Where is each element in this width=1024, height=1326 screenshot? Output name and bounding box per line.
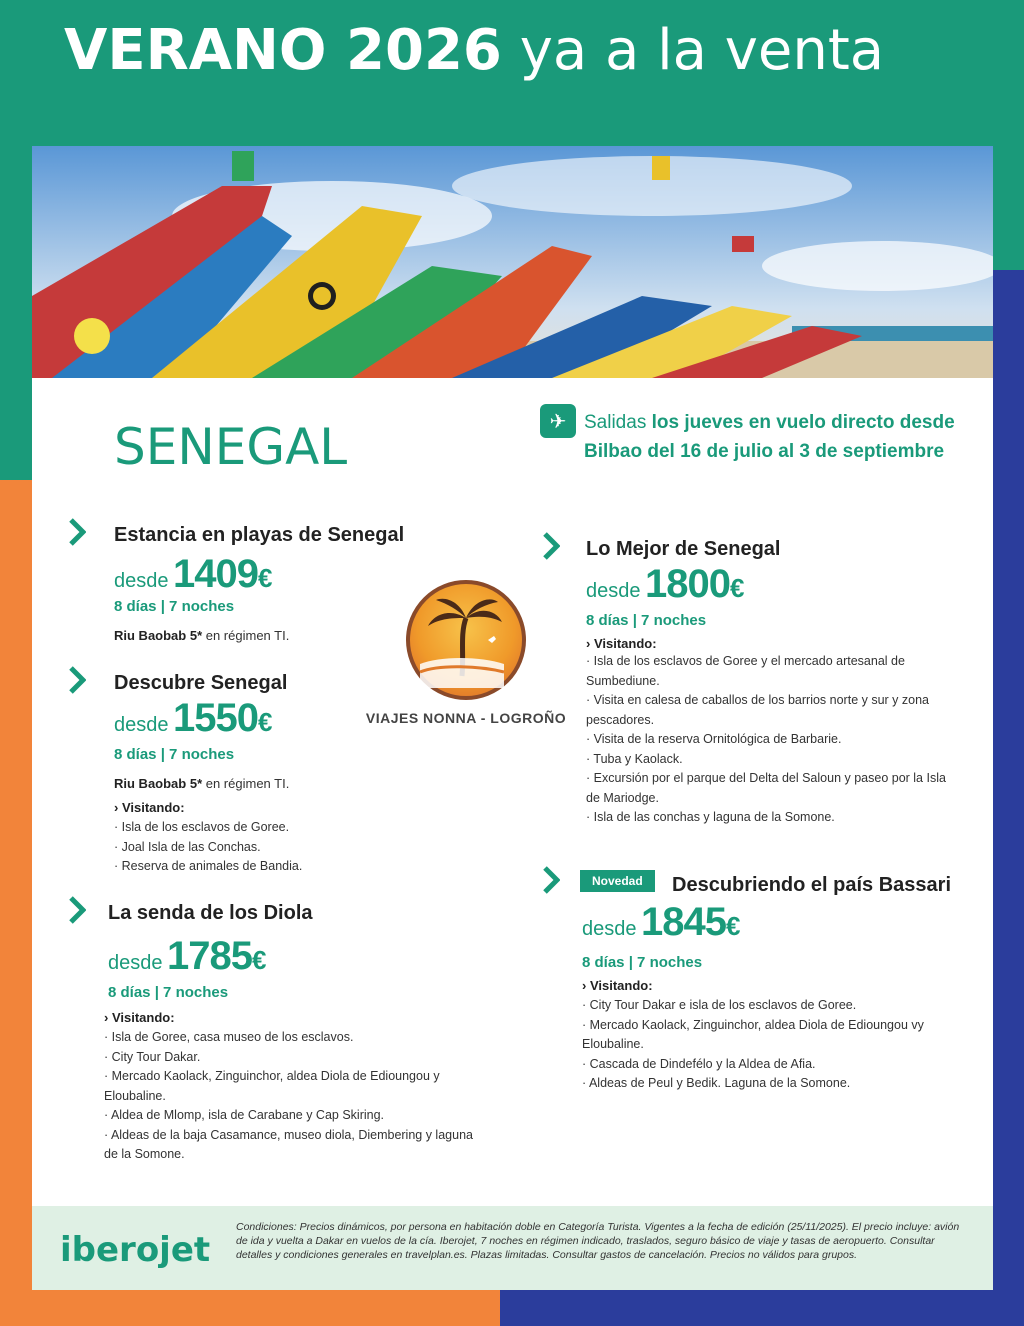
list-item: · City Tour Dakar.: [104, 1048, 480, 1068]
chevron-right-icon: [68, 518, 86, 546]
new-badge: Novedad: [580, 870, 655, 892]
visit-heading: › Visitando:: [114, 800, 185, 815]
offer-price: desde 1785€: [108, 934, 267, 978]
offer-days: 8 días | 7 noches: [582, 954, 703, 971]
visit-heading: › Visitando:: [582, 978, 653, 993]
list-item: · Excursión por el parque del Delta del Saloun y paseo por la Isla de Mariodge.: [586, 769, 946, 808]
list-item: · Isla de los esclavos de Goree y el mercado artesanal de Sumbediune.: [586, 652, 946, 691]
list-item: · City Tour Dakar e isla de los esclavos de Goree.: [582, 996, 962, 1016]
footer: [32, 1206, 993, 1290]
offer-days: 8 días | 7 noches: [114, 746, 235, 763]
country-title: SENEGAL: [114, 418, 348, 476]
chevron-right-icon: [542, 866, 560, 894]
list-item: · Cascada de Dindefélo y la Aldea de Afia.: [582, 1055, 962, 1075]
list-item: · Mercado Kaolack, Zinguinchor, aldea Diola de Edioungou y Eloubaline.: [104, 1067, 480, 1106]
list-item: · Aldeas de la baja Casamance, museo diola, Diembering y laguna de la Somone.: [104, 1126, 480, 1165]
conditions-text: Condiciones: Precios dinámicos, por persona en habitación doble en Categoría Turista. Vigentes a la fecha de edición (25/11/2025). El precio incluye: avión de ida y vuelta a Dakar en vuelos de la cía. Iberojet, 7 noches en régimen indicado, traslados, seguro básico de viaje y tasas de aeropuerto. Consultar detalles y condiciones generales en travelplan.es. Plazas limitadas. Consultar gastos de cancelación. Precios no válidos para grupos.: [236, 1221, 960, 1261]
offer-title: Lo Mejor de Senegal: [586, 538, 781, 560]
offer-price: desde 1550€: [114, 696, 273, 740]
offer-estancia[interactable]: [68, 518, 468, 648]
offer-price: desde 1845€: [582, 900, 741, 944]
offer-days: 8 días | 7 noches: [586, 612, 707, 629]
chevron-right-icon: [542, 532, 560, 560]
boats-photo: [32, 146, 993, 378]
list-item: · Isla de las conchas y laguna de la Somone.: [586, 808, 946, 828]
list-item: · Isla de los esclavos de Goree.: [114, 818, 474, 838]
offer-price: desde 1409€: [114, 552, 273, 596]
list-item: · Visita de la reserva Ornitológica de Barbarie.: [586, 730, 946, 750]
offer-title: Estancia en playas de Senegal: [114, 524, 405, 546]
chevron-right-icon: [68, 896, 86, 924]
list-item: · Tuba y Kaolack.: [586, 750, 946, 770]
offer-days: 8 días | 7 noches: [108, 984, 229, 1001]
chevron-right-icon: [68, 666, 86, 694]
offer-hotel: Riu Baobab 5* en régimen TI.: [114, 776, 290, 791]
agency-name: VIAJES NONNA - LOGROÑO: [365, 710, 567, 726]
offer-title: La senda de los Diola: [108, 902, 313, 924]
visit-heading: › Visitando:: [586, 636, 657, 651]
list-item: · Reserva de animales de Bandia.: [114, 857, 474, 877]
offer-diola[interactable]: [68, 896, 488, 1186]
list-item: · Joal Isla de las Conchas.: [114, 838, 474, 858]
visit-list: [104, 1028, 480, 1165]
visit-heading: › Visitando:: [104, 1010, 175, 1025]
list-item: · Visita en calesa de caballos de los barrios norte y sur y zona pescadores.: [586, 691, 946, 730]
offer-lo-mejor[interactable]: [542, 532, 962, 832]
offer-title: Descubre Senegal: [114, 672, 288, 694]
offer-hotel: Riu Baobab 5* en régimen TI.: [114, 628, 290, 643]
list-item: · Aldeas de Peul y Bedik. Laguna de la Somone.: [582, 1074, 962, 1094]
offers-card: [32, 378, 993, 1206]
offer-title: Descubriendo el país Bassari: [672, 874, 952, 896]
visit-list: [586, 652, 946, 828]
offer-days: 8 días | 7 noches: [114, 598, 235, 615]
blue-shape-bottom: [500, 1290, 1024, 1326]
offer-descubre[interactable]: [68, 666, 468, 878]
headline: VERANO 2026 ya a la venta: [64, 18, 885, 83]
list-item: · Mercado Kaolack, Zinguinchor, aldea Diola de Edioungou vy Eloubaline.: [582, 1016, 962, 1055]
iberojet-logo[interactable]: iberojet: [60, 1230, 211, 1270]
visit-list: [582, 996, 962, 1094]
orange-shape-bottom: [0, 1290, 540, 1326]
flight-text: Salidas los jueves en vuelo directo desde Bilbao del 16 de julio al 3 de septiembre: [584, 412, 955, 462]
plane-icon: ✈: [540, 404, 576, 438]
offer-price: desde 1800€: [586, 562, 745, 606]
list-item: · Aldea de Mlomp, isla de Carabane y Cap Skiring.: [104, 1106, 480, 1126]
offer-bassari[interactable]: [542, 866, 982, 1106]
list-item: · Isla de Goree, casa museo de los esclavos.: [104, 1028, 480, 1048]
visit-list: [114, 818, 474, 877]
